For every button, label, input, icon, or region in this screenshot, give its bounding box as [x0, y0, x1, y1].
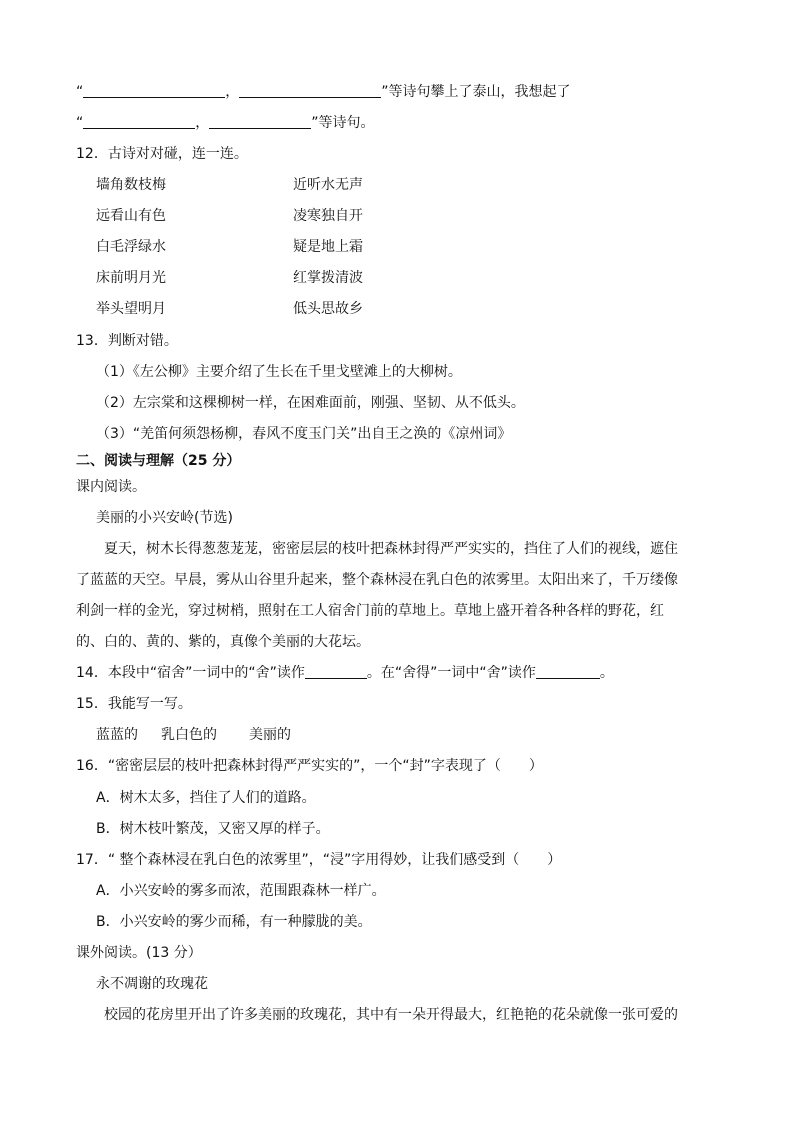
passage-line-4: 的、白的、黄的、紫的，真像个美丽的大花坛。 — [76, 634, 370, 650]
q11-line-2: “ ， ”等诗句。 — [76, 115, 375, 131]
q12-right-4[interactable]: 红掌拨清波 — [293, 270, 363, 286]
q16-option-b[interactable]: B．树木枝叶繁茂，又密又厚的样子。 — [96, 821, 330, 837]
q17-title: 17．“ 整个森林浸在乳白色的浓雾里”，“浸”字用得妙，让我们感受到（ ） — [76, 852, 562, 868]
q12-left-2[interactable]: 远看山有色 — [96, 208, 166, 224]
q12-left-3[interactable]: 白毛浮绿水 — [96, 239, 166, 255]
q13-item-3: （3）“羌笛何须怨杨柳，春风不度玉门关”出自王之涣的《凉州词》 — [96, 426, 512, 442]
q15-word-2: 乳白色的 — [161, 727, 217, 743]
q12-title: 12．古诗对对碰，连一连。 — [76, 146, 248, 162]
passage-line-3: 利剑一样的金光，穿过树梢，照射在工人宿舍门前的草地上。草地上盛开着各种各样的野花，红 — [76, 603, 664, 619]
q15-word-1: 蓝蓝的 — [96, 727, 138, 743]
q11-line-1: “ ， ”等诗句攀上了泰山，我想起了 — [76, 84, 571, 100]
answer-blank[interactable] — [83, 114, 195, 129]
q12-left-5[interactable]: 举头望明月 — [96, 301, 166, 317]
q14: 14．本段中“宿舍”一词中的“舍”读作 。在“舍得”一词中“舍”读作 。 — [76, 665, 614, 681]
passage-line-1: 夏天，树木长得葱葱茏茏，密密层层的枝叶把森林封得严严实实的，挡住了人们的视线，遮住 — [104, 541, 678, 557]
q13-item-1: （1）《左公柳》主要介绍了生长在千里戈壁滩上的大柳树。 — [96, 364, 462, 380]
q12-right-3[interactable]: 疑是地上霜 — [293, 239, 363, 255]
extra-reading-label: 课外阅读。(13 分） — [76, 945, 202, 961]
extra-passage-line-1: 校园的花房里开出了许多美丽的玫瑰花，其中有一朵开得最大，红艳艳的花朵就像一张可爱的 — [104, 1007, 678, 1023]
passage-title: 美丽的小兴安岭(节选) — [96, 510, 233, 526]
q12-right-1[interactable]: 近听水无声 — [293, 177, 363, 193]
answer-blank[interactable] — [536, 664, 600, 679]
q12-right-5[interactable]: 低头思故乡 — [293, 301, 363, 317]
passage-line-2: 了蓝蓝的天空。早晨，雾从山谷里升起来，整个森林浸在乳白色的浓雾里。太阳出来了，千万缕像 — [76, 572, 678, 588]
q12-left-1[interactable]: 墙角数枝梅 — [96, 177, 166, 193]
q17-option-b[interactable]: B．小兴安岭的雾少而稀，有一种朦胧的美。 — [96, 914, 372, 930]
answer-blank[interactable] — [83, 83, 225, 98]
section-heading: 二、阅读与理解（25 分） — [76, 453, 241, 469]
q15-title: 15．我能写一写。 — [76, 696, 192, 712]
q17-option-a[interactable]: A．小兴安岭的雾多而浓，范围跟森林一样广。 — [96, 883, 386, 899]
answer-blank[interactable] — [209, 114, 311, 129]
answer-blank[interactable] — [305, 664, 367, 679]
answer-blank[interactable] — [239, 83, 381, 98]
q15-word-3: 美丽的 — [249, 727, 291, 743]
q16-title: 16．“密密层层的枝叶把森林封得严严实实的”，一个“封”字表现了（ ） — [76, 758, 543, 774]
q13-title: 13．判断对错。 — [76, 333, 178, 349]
q12-left-4[interactable]: 床前明月光 — [96, 270, 166, 286]
q16-option-a[interactable]: A．树木太多，挡住了人们的道路。 — [96, 790, 316, 806]
inclass-reading-label: 课内阅读。 — [76, 479, 146, 495]
q13-item-2: （2）左宗棠和这棵柳树一样，在困难面前，刚强、坚韧、从不低头。 — [96, 395, 525, 411]
extra-passage-title: 永不凋谢的玫瑰花 — [96, 976, 208, 992]
q12-right-2[interactable]: 凌寒独自开 — [293, 208, 363, 224]
